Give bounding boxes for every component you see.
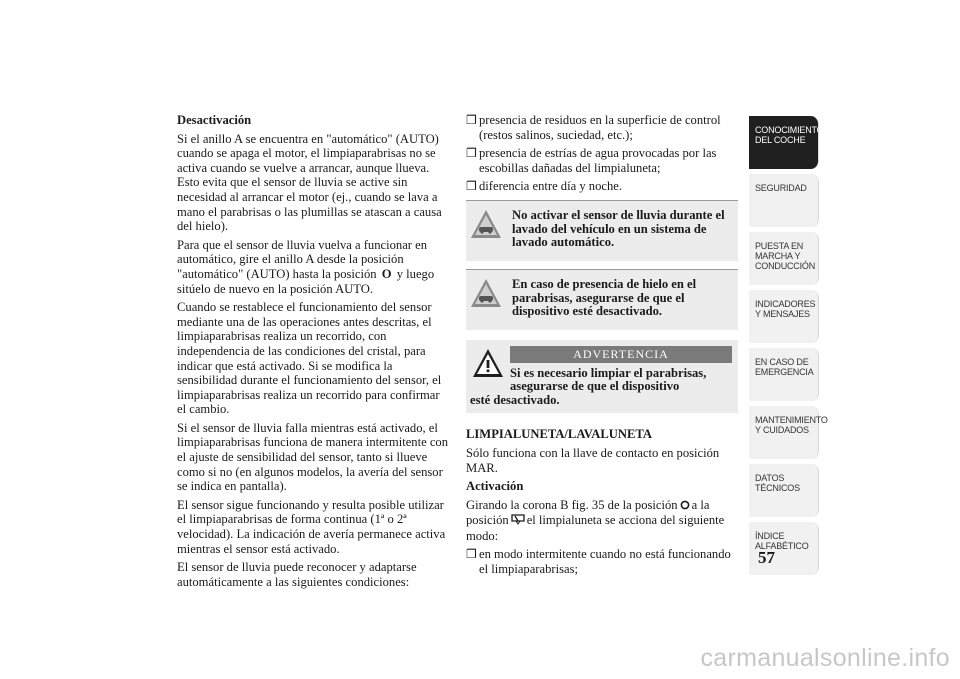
list-item: [466, 179, 738, 194]
list-item: [466, 146, 738, 175]
heading-desactivacion: Desactivación: [177, 113, 252, 127]
tab-puesta-en-marcha[interactable]: PUESTA EN MARCHA Y CONDUCCIÓN: [749, 232, 819, 285]
left-column: [177, 113, 449, 593]
bullet-mark: ❒: [466, 113, 477, 127]
page-number: 57: [758, 548, 775, 567]
tab-indice-alfabetico[interactable]: ÍNDICE ALFABÉTICO: [749, 522, 819, 575]
warning-triangle-icon: [472, 348, 504, 382]
paragraph-1: Si el anillo A se encuentra en "automático" (AUTO) cuando se apaga el motor, el limpiaparabrisas no se activa cuando se vuelve a arrancar, aunque llueva. Esto evita que el sensor de lluvia se active sin necesidad al arrancar el motor (ej., cuando se lava a mano el parabrisas o las plumillas se atascan a causa del hielo).: [177, 131, 442, 234]
warning-triangle-icon: [470, 209, 502, 243]
position-o-symbol: O: [381, 266, 392, 281]
list-item-text: presencia de residuos en la superficie de control (restos salinos, suciedad, etc.);: [479, 113, 721, 142]
paragraph-2: [177, 238, 449, 296]
tab-mantenimiento[interactable]: MANTENIMIENTO Y CUIDADOS: [749, 406, 819, 459]
list-item-text: diferencia entre día y noche.: [479, 179, 623, 194]
advertencia-box: [466, 340, 738, 413]
bullet-mark: ❒: [466, 146, 477, 161]
activation-text-c: el limpialuneta se acciona del siguiente modo:: [466, 513, 725, 543]
activation-text-b: a la posición: [466, 497, 710, 528]
bullet-mark: ❒: [466, 547, 477, 562]
watermark: carmanualsonline.info: [700, 644, 950, 672]
paragraph-2b: y luego sitúelo de nuevo en la posición AUTO.: [177, 266, 435, 296]
tab-datos-tecnicos[interactable]: DATOS TÉCNICOS: [749, 464, 819, 517]
list-item: [466, 547, 738, 576]
tab-en-caso-de-emergencia[interactable]: EN CASO DE EMERGENCIA: [749, 348, 819, 401]
activation-paragraph: [466, 498, 738, 543]
paragraph-5: El sensor sigue funcionando y resulta posible utilizar el limpiaparabrisas de forma continua (1ª o 2ª velocidad). La indicación de avería permanece activa mientras el sensor está activado.: [177, 497, 446, 556]
paragraph-2a: Para que el sensor de lluvia vuelva a funcionar en automático, gire el anillo A desde la posición "automático" (AUTO) hasta la posición: [177, 237, 428, 281]
section-title: LIMPIALUNETA/LAVALUNETA: [466, 427, 652, 442]
activation-text-a: Girando la corona B fig. 35 de la posición: [466, 497, 678, 512]
paragraph-6: El sensor de lluvia puede reconocer y adaptarse automáticamente a las siguientes condiciones:: [177, 560, 417, 589]
list-item-text: presencia de estrías de agua provocadas por las escobillas dañadas del limpialuneta;: [479, 146, 717, 175]
advertencia-header: ADVERTENCIA: [510, 346, 732, 363]
tab-seguridad[interactable]: SEGURIDAD: [749, 174, 819, 227]
warning-triangle-icon: [470, 278, 502, 312]
tab-indicadores-y-mensajes[interactable]: INDICADORES Y MENSAJES: [749, 290, 819, 343]
chapter-tabs: [749, 116, 828, 580]
advertencia-text-end: esté desactivado.: [470, 392, 560, 407]
list-item-text: en modo intermitente cuando no está funcionando el limpiaparabrisas;: [479, 547, 731, 576]
wiper-off-icon: [680, 499, 690, 514]
warning-text-2: En caso de presencia de hielo en el parabrisas, asegurarse de que el dispositivo esté desactivado.: [512, 276, 697, 319]
advertencia-text: Si es necesario limpiar el parabrisas, asegurarse de que el dispositivo: [510, 365, 707, 394]
paragraph-3: Cuando se restablece el funcionamiento del sensor mediante una de las operaciones antes descritas, el limpiaparabrisas realiza un recorrido, con independencia de las condiciones del cristal, para indicar que está activado. Si se modifica la sensibilidad durante el funcionamiento del sensor, el limpiaparabrisas realiza un recorrido para confirmar el cambio.: [177, 300, 442, 417]
sub-heading-activacion: Activación: [466, 479, 524, 494]
bullet-mark: ❒: [466, 179, 477, 194]
section-paragraph: Sólo funciona con la llave de contacto en posición MAR.: [466, 445, 720, 475]
paragraph-4: Si el sensor de lluvia falla mientras está activado, el limpiaparabrisas funciona de manera intermitente con el ajuste de sensibilidad del sensor, tanto si llueve como si no (en algunos modelos, la avería del sensor se indica en pantalla).: [177, 420, 449, 494]
right-column: [466, 113, 738, 580]
warning-text-1: No activar el sensor de lluvia durante el lavado del vehículo en un sistema de lavado automático.: [512, 207, 725, 250]
rear-wiper-icon: [511, 514, 525, 529]
tab-conocimiento-del-coche[interactable]: CONOCIMIENTO DEL COCHE: [749, 116, 819, 169]
warning-box-2: [466, 269, 738, 330]
warning-box-1: [466, 200, 738, 261]
list-item: [466, 113, 738, 142]
